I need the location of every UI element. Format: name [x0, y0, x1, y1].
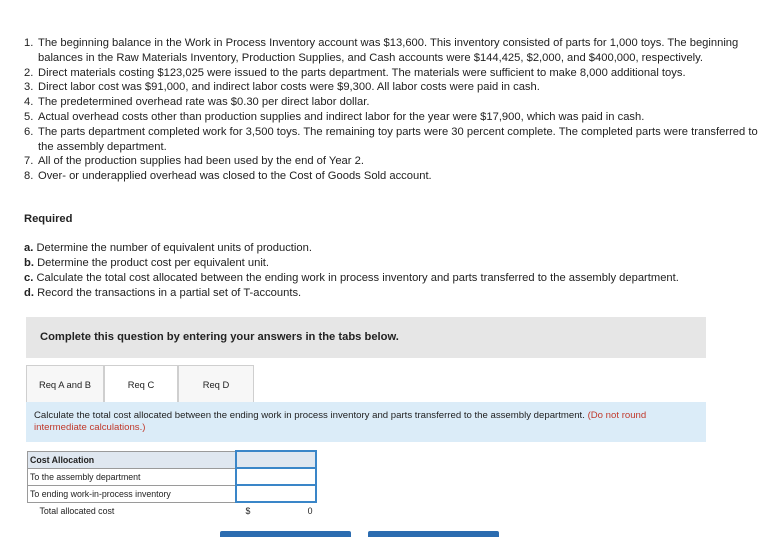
- table-row: [28, 485, 316, 502]
- list-item: 5. Actual overhead costs other than production supplies and indirect labor for the year were $17,900, which was paid in cash.: [24, 110, 645, 123]
- next-button[interactable]: [368, 531, 499, 537]
- list-item: 1. The beginning balance in the Work in Process Inventory account was $13,600. This inventory consisted of parts for 1,000 toys. The beginning balances in the Raw Materials Inventory, Production Supplies, and Cash accounts were $144,425, $2,000, and $400,000, respectively.: [24, 37, 739, 64]
- requirement-item: a. Determine the number of equivalent units of production.: [24, 242, 312, 254]
- required-heading: Required: [24, 213, 73, 225]
- tab-req-a-and-b[interactable]: Req A and B: [26, 365, 104, 403]
- total-value: 0: [307, 506, 313, 516]
- cost-allocation-table: [27, 450, 317, 519]
- table-header: Cost Allocation: [28, 451, 236, 468]
- assembly-department-input[interactable]: [236, 468, 316, 485]
- list-item: 7. All of the production supplies had been used by the end of Year 2.: [24, 155, 364, 168]
- instruction-banner: Complete this question by entering your answers in the tabs below.: [26, 317, 706, 358]
- table-header-row: [28, 451, 316, 468]
- list-item: 8. Over- or underapplied overhead was closed to the Cost of Goods Sold account.: [24, 170, 432, 183]
- currency-symbol: $: [245, 506, 251, 516]
- tab-instruction: Calculate the total cost allocated between the ending work in process inventory and parts transferred to the assembly department. (Do not round intermediate calculations.): [26, 402, 706, 442]
- cell-marker-icon: [235, 450, 239, 454]
- requirement-item: d. Record the transactions in a partial set of T-accounts.: [24, 287, 302, 299]
- tab-req-c[interactable]: Req C: [104, 365, 178, 403]
- header-cell: [236, 451, 316, 468]
- total-cell: [236, 502, 316, 519]
- list-item: 6. The parts department completed work for 3,500 toys. The remaining toy parts were 30 percent complete. The completed parts were transferred to the assembly department.: [24, 125, 758, 153]
- row-label: To ending work-in-process inventory: [28, 485, 236, 502]
- row-label: To the assembly department: [28, 468, 236, 485]
- list-item: 4. The predetermined overhead rate was $0.30 per direct labor dollar.: [24, 96, 370, 109]
- ending-wip-input[interactable]: [236, 485, 316, 502]
- problem-statement: [24, 36, 772, 184]
- requirement-item: c. Calculate the total cost allocated between the ending work in process inventory and parts transferred to the assembly department.: [24, 272, 679, 284]
- tab-req-d[interactable]: Req D: [178, 365, 254, 403]
- total-row: [28, 502, 316, 519]
- list-item: 2. Direct materials costing $123,025 were issued to the parts department. The materials were sufficient to make 8,000 additional toys.: [24, 66, 686, 79]
- table-row: [28, 468, 316, 485]
- requirements-list: [24, 241, 679, 301]
- previous-button[interactable]: [220, 531, 351, 537]
- problem-list: [24, 36, 772, 184]
- list-item: 3. Direct labor cost was $91,000, and indirect labor costs were $9,300. All labor costs were paid in cash.: [24, 81, 540, 94]
- total-label: Total allocated cost: [28, 502, 236, 519]
- requirement-item: b. Determine the product cost per equivalent unit.: [24, 257, 270, 269]
- rounding-note: (Do not round intermediate calculations.): [34, 410, 647, 433]
